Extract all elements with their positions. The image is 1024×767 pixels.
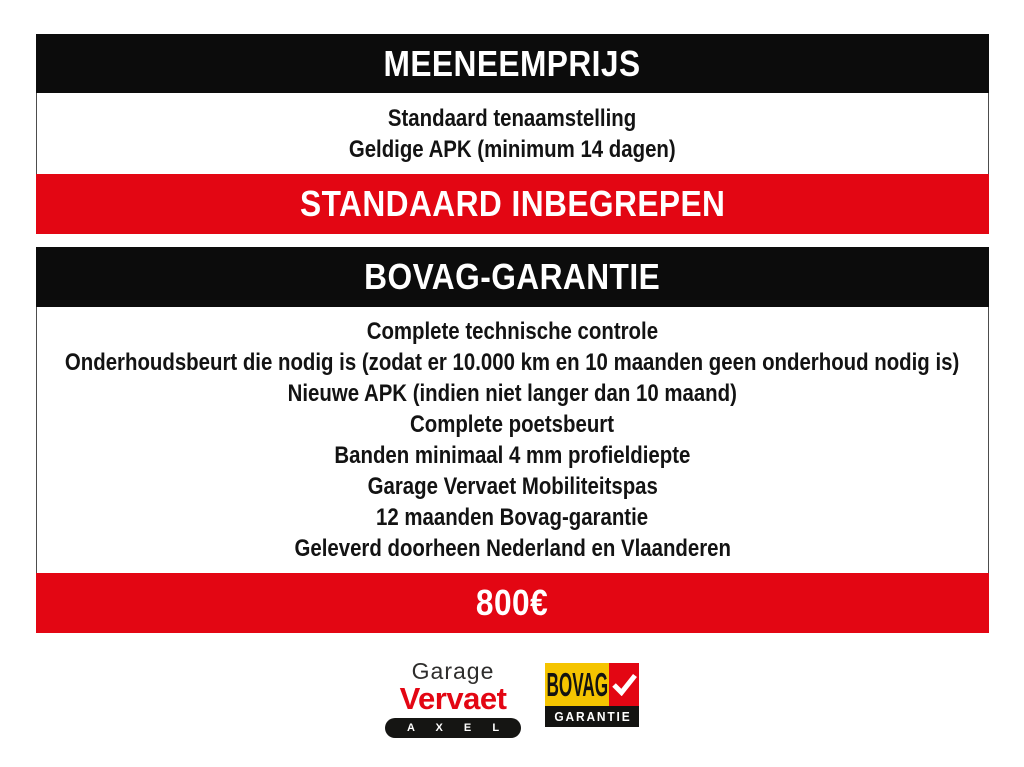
- bovag-logo-yellow-panel: [545, 663, 609, 706]
- bovag-garantie-logo: [545, 663, 639, 727]
- warranty-item: 12 maanden Bovag-garantie: [376, 504, 649, 531]
- included-item: Standaard tenaamstelling: [388, 104, 637, 132]
- meeneemprijs-body: [36, 93, 989, 174]
- meeneemprijs-header-bar: [36, 34, 989, 93]
- bovag-garantie-body: [36, 307, 989, 573]
- meeneemprijs-title: MEENEEMPRIJS: [383, 42, 642, 84]
- bovag-logo-top: [545, 663, 639, 706]
- section-bovag-garantie: [36, 247, 989, 633]
- checkmark-icon: [612, 673, 637, 696]
- garage-vervaet-logo-top-text: Garage: [411, 658, 495, 684]
- bovag-garantie-header-bar: [36, 247, 989, 307]
- price-card: [36, 34, 989, 633]
- bovag-logo-red-panel: [609, 663, 639, 706]
- logos-row: [0, 660, 1024, 738]
- warranty-item: Nieuwe APK (indien niet langer dan 10 maand): [287, 380, 738, 407]
- warranty-item: Garage Vervaet Mobiliteitspas: [367, 473, 658, 500]
- warranty-item: Onderhoudsbeurt die nodig is (zodat er 10.000 km en 10 maanden geen onderhoud nodig is): [65, 349, 960, 376]
- bovag-logo-garantie-text: GARANTIE: [554, 709, 632, 724]
- price-bar: [36, 573, 989, 633]
- section-meeneemprijs: [36, 34, 989, 234]
- warranty-item: Complete poetsbeurt: [410, 411, 615, 438]
- garage-vervaet-logo-name: Vervaet: [399, 681, 507, 716]
- bovag-logo-brand-text: BOVAG: [546, 665, 608, 703]
- standaard-inbegrepen-bar: [36, 174, 989, 234]
- bovag-garantie-title: BOVAG-GARANTIE: [364, 256, 661, 297]
- axel-badge-text: A X E L: [406, 722, 509, 734]
- warranty-item: Banden minimaal 4 mm profieldiepte: [334, 442, 691, 469]
- included-item: Geldige APK (minimum 14 dagen): [349, 135, 676, 163]
- warranty-item: Complete technische controle: [366, 318, 659, 345]
- standaard-inbegrepen-title: STANDAARD INBEGREPEN: [299, 183, 726, 224]
- bovag-logo-garantie-strip: [545, 706, 639, 727]
- price-value: 800€: [476, 582, 549, 623]
- axel-badge: [385, 718, 521, 738]
- warranty-item: Geleverd doorheen Nederland en Vlaanderen: [294, 535, 731, 562]
- garage-vervaet-logo: [385, 660, 521, 738]
